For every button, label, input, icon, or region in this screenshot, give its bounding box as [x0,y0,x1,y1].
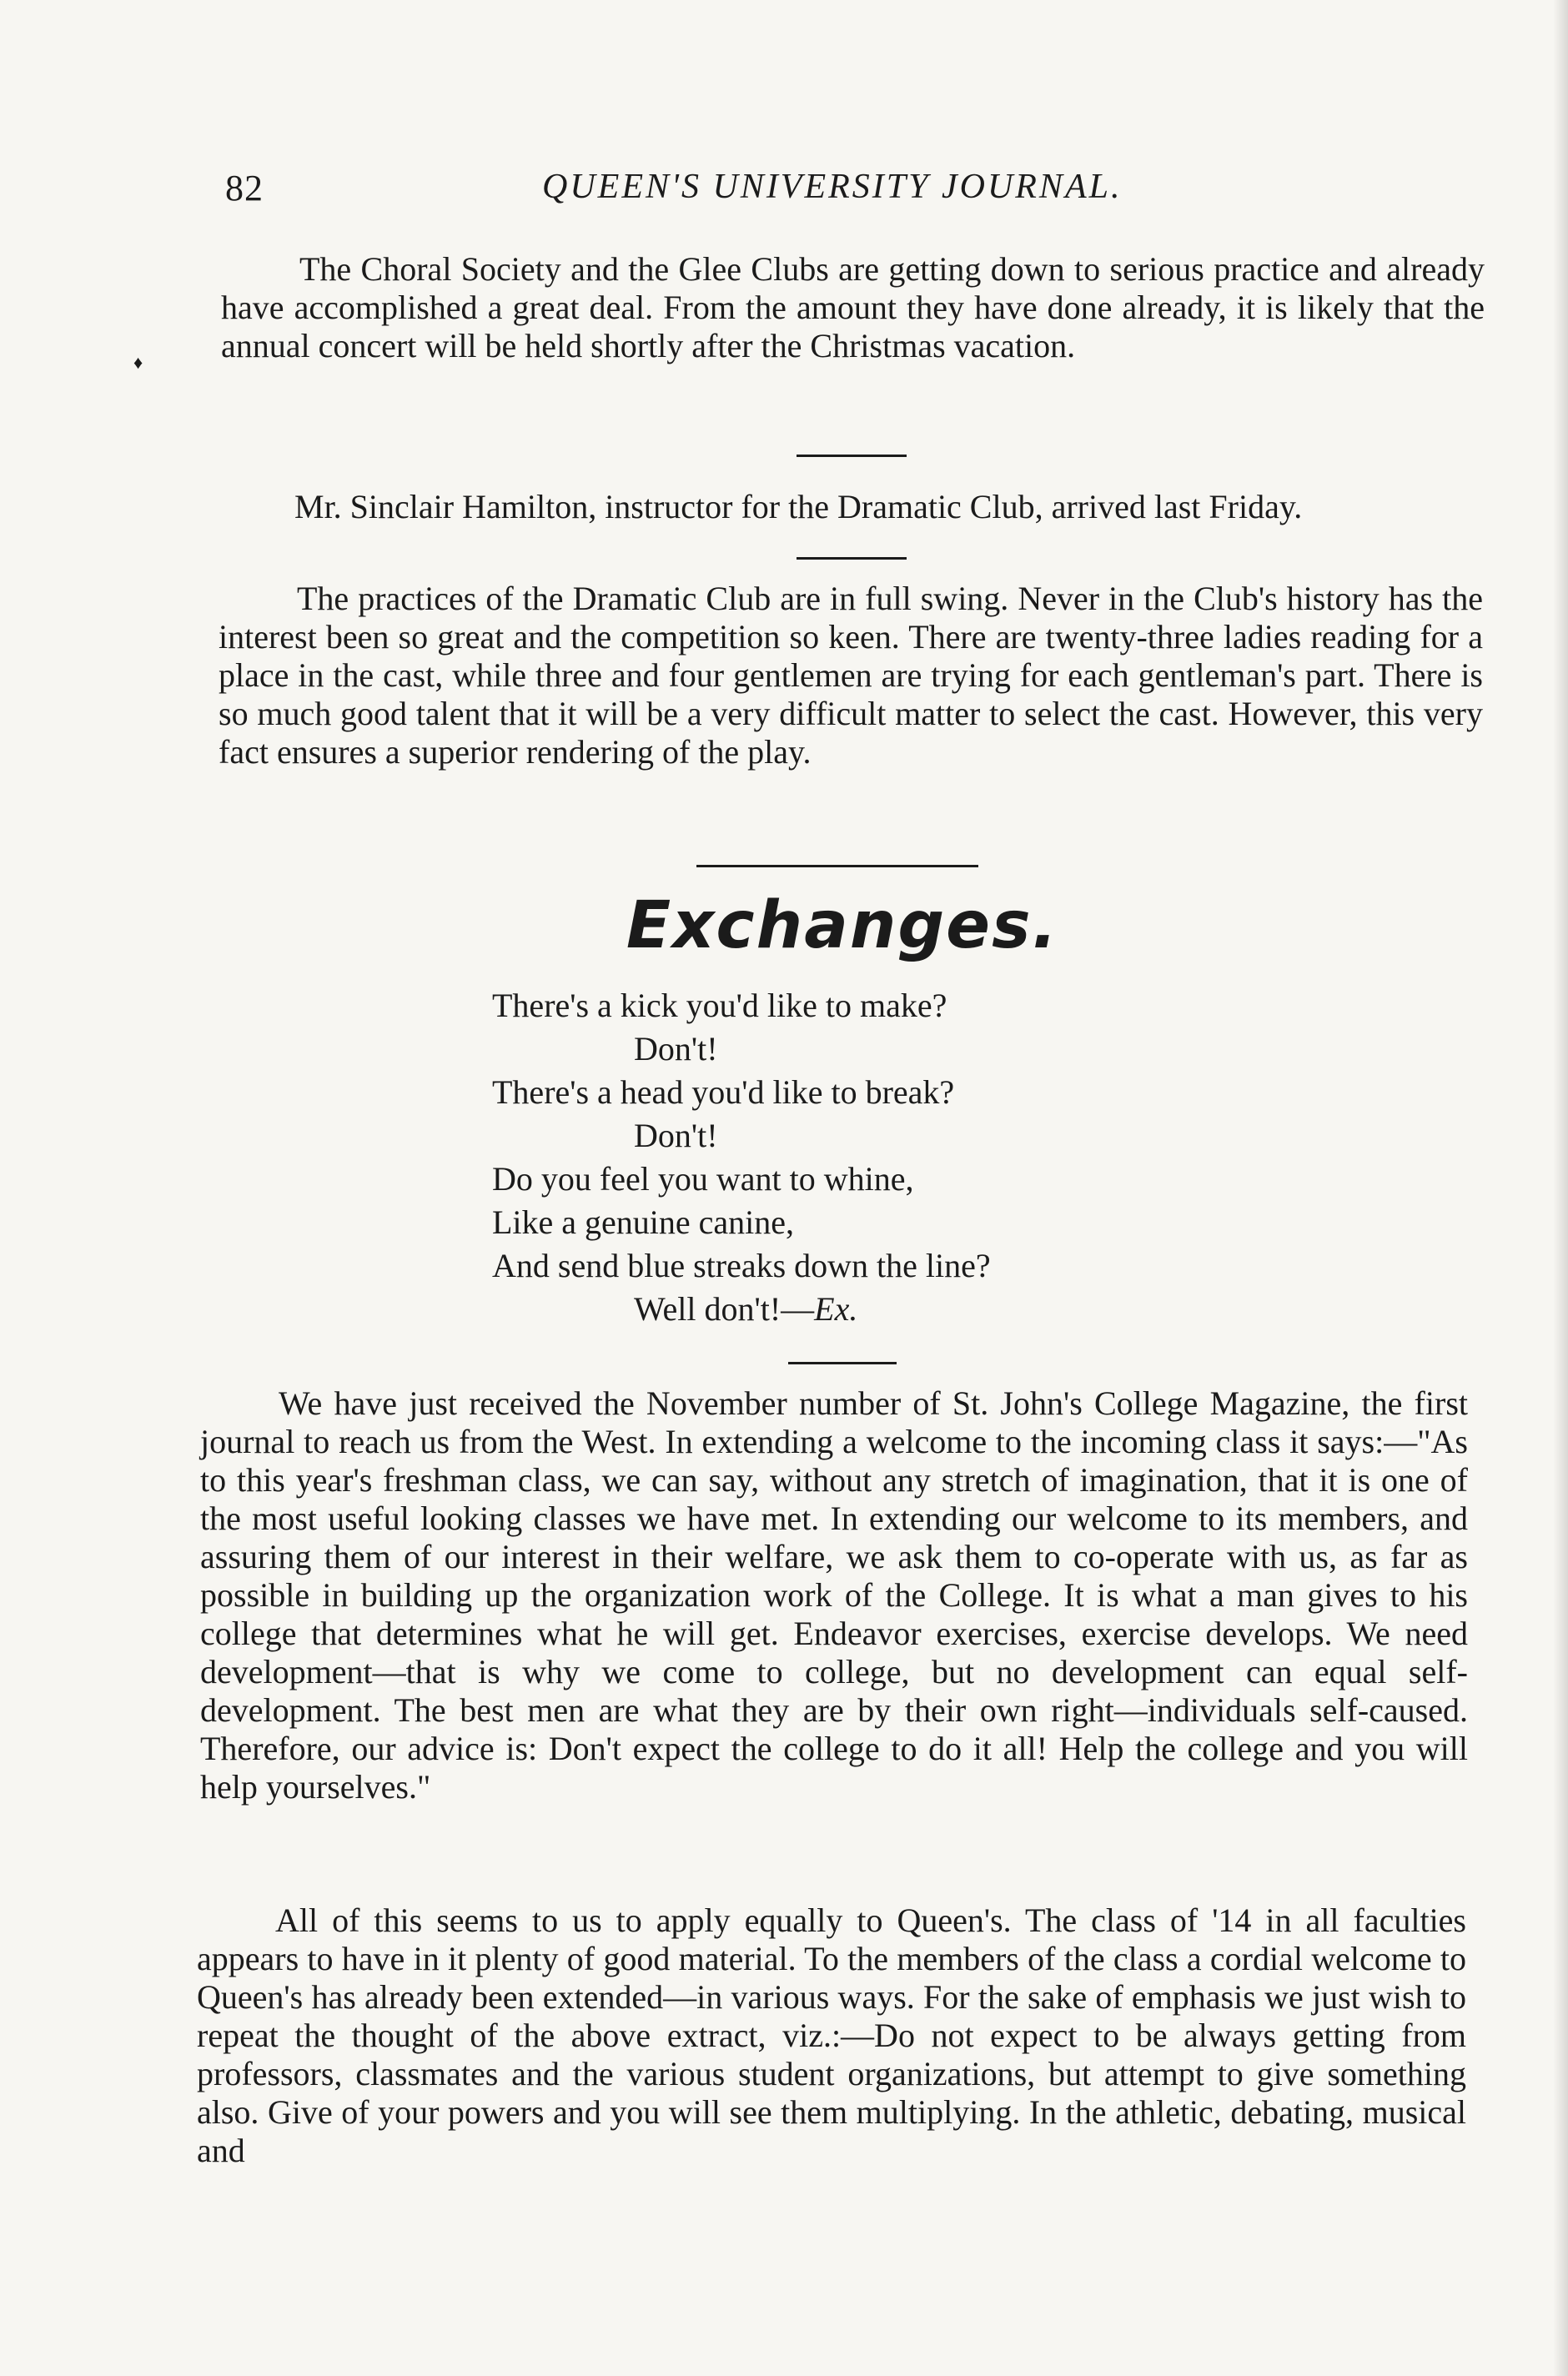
poem-line: And send blue streaks down the line? [492,1247,991,1284]
running-head: QUEEN'S UNIVERSITY JOURNAL. [542,168,1123,206]
poem-line: There's a kick you'd like to make? [492,987,947,1024]
section-divider [788,1362,897,1364]
poem-line: Don't! [634,1030,718,1067]
section-divider [797,455,907,457]
poem-line: Do you feel you want to whine, [492,1160,914,1198]
page-header [225,167,1485,217]
section-divider [797,557,907,560]
poem-line: Don't! [634,1117,718,1154]
poem-line: Well don't!— [634,1290,815,1328]
section-heading-exchanges: Exchanges. [626,888,1059,963]
poem-line: There's a head you'd like to break? [492,1073,955,1111]
poem-last-line [492,1288,1159,1331]
page-edge-shadow [1553,0,1568,2376]
margin-mark-icon: ♦ [133,352,143,373]
poem [492,984,1159,1331]
paragraph-choral-society: The Choral Society and the Glee Clubs are getting down to serious practice and already have accomplished a great deal. From the amount they have done already, it is likely that the annual concert will be held shortly after the Christmas vacation. [221,250,1485,364]
poem-line: Like a genuine canine, [492,1203,795,1241]
section-divider-long [696,865,978,867]
paragraph-dramatic-club: The practices of the Dramatic Club are in full swing. Never in the Club's history has the interest been so great and the competition so keen. There are twenty-three ladies reading for a place in the cast, while three and four gentlemen are trying for each gentleman's part. There is so much good talent that it will be a very difficult matter to select the cast. However, this very fact ensures a superior rendering of the play. [219,580,1483,771]
poem-attribution: Ex. [814,1290,858,1328]
page-number: 82 [225,168,264,208]
paragraph-queens-class: All of this seems to us to apply equally to Queen's. The class of '14 in all faculties appears to have in it plenty of good material. To the members of the class a cordial welcome to Queen's has already been extended—in various ways. For the sake of emphasis we just wish to repeat the thought of the above extract, viz.:—Do not expect to be always getting from professors, classmates and the various student organizations, but attempt to give something also. Give of your powers and you will see them multiplying. In the athletic, debating, musical and [197,1901,1466,2169]
paragraph-hamilton: Mr. Sinclair Hamilton, instructor for the Dramatic Club, arrived last Friday. [294,488,1303,525]
paragraph-st-johns-magazine: We have just received the November number of St. John's College Magazine, the first journal to reach us from the West. In extending a welcome to the incoming class it says:—"As to this year's freshman class, we can say, without any stretch of imagination, that it is one of the most useful looking classes we have met. In extending our welcome to its members, and assuring them of our interest in their welfare, we ask them to co-operate with us, as far as possible in building up the organization work of the College. It is what a man gives to his college that determines what he will get. Endeavor exercises, exercise develops. We need development—that is why we come to college, but no development can equal self-development. The best men are what they are by their own right—individuals self-caused. Therefore, our advice is: Don't expect the college to do it all! Help the college and you will help yourselves." [200,1384,1468,1806]
